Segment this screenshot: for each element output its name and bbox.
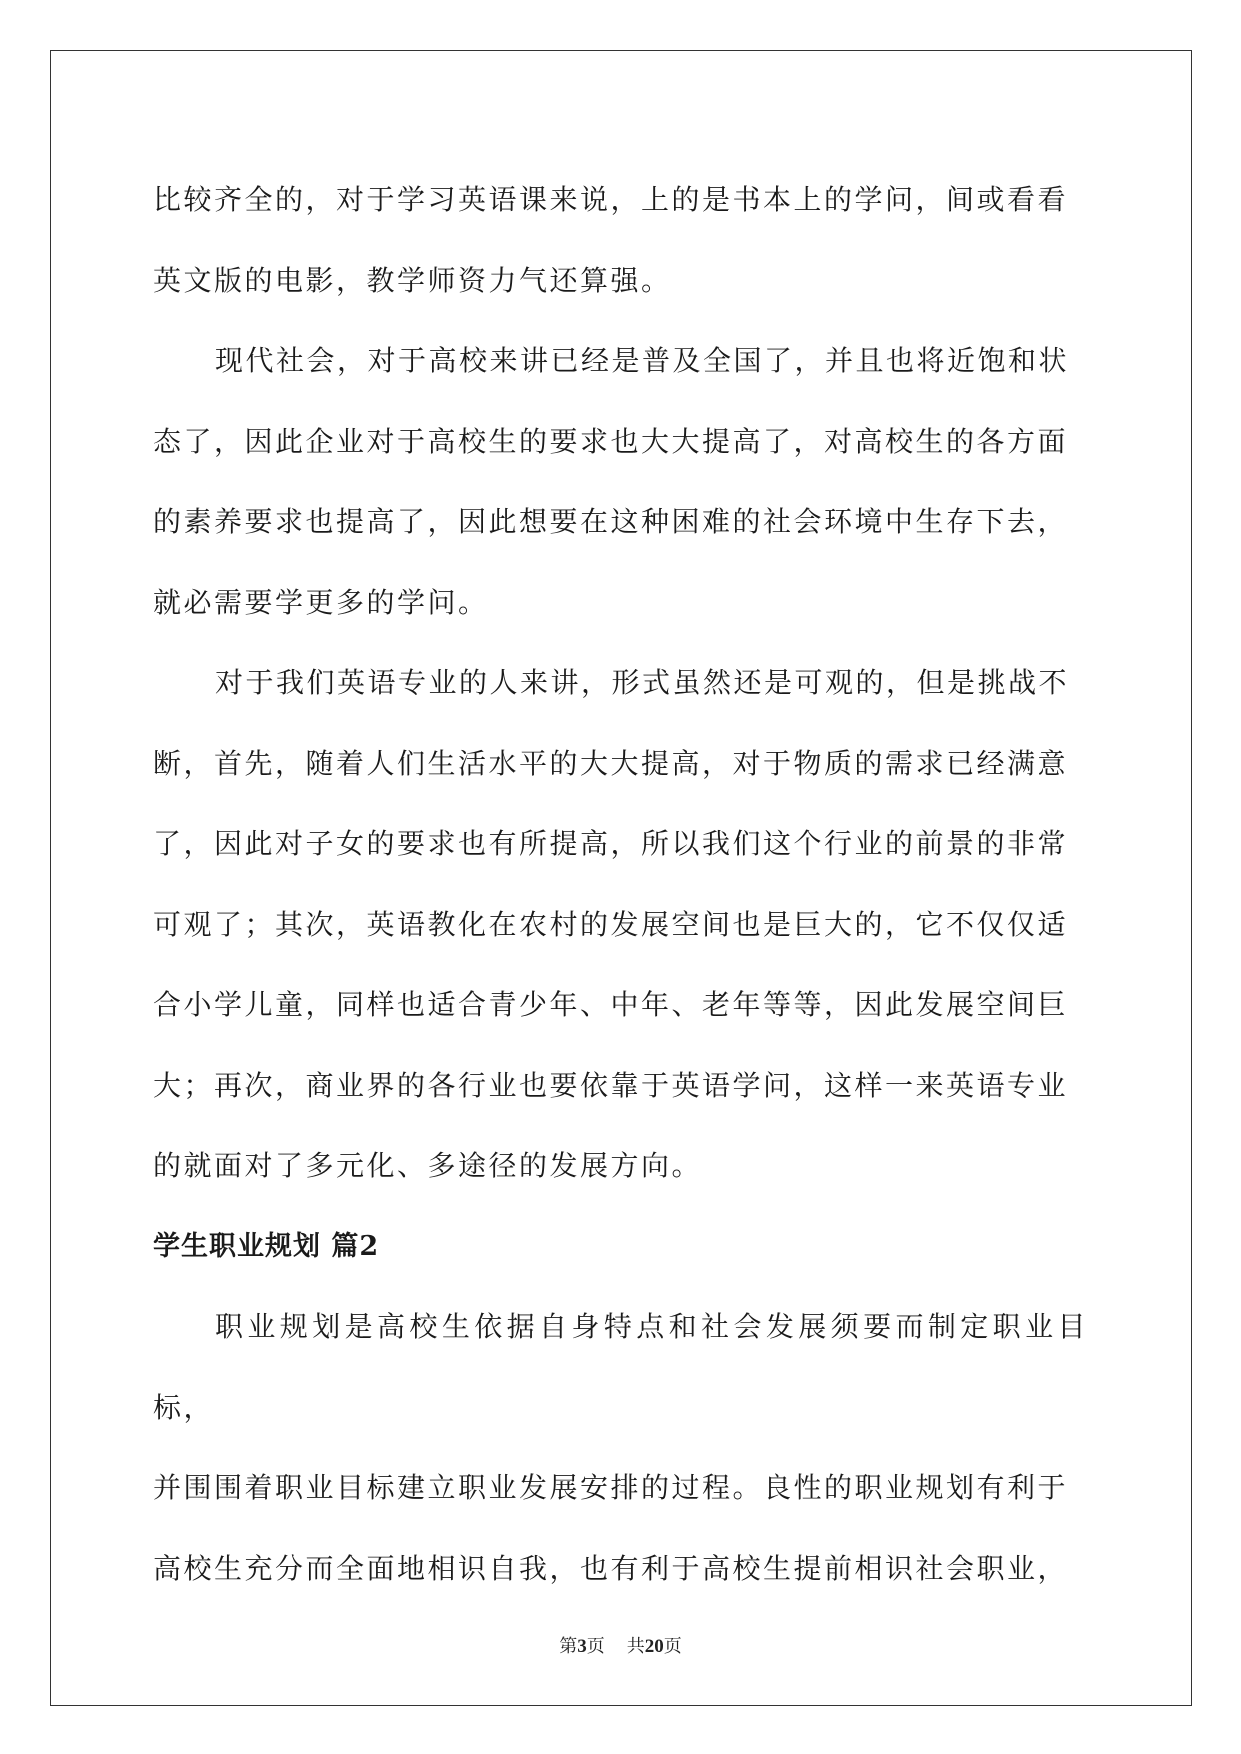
text-line: 合小学儿童，同样也适合青少年、中年、老年等等，因此发展空间巨 xyxy=(153,988,1069,1021)
text-line: 就必需要学更多的学问。 xyxy=(153,585,489,619)
total-pages: 20 xyxy=(644,1636,664,1657)
text-line: 英文版的电影，教学师资力气还算强。 xyxy=(153,263,672,297)
page-footer xyxy=(0,1636,1241,1658)
text-line: 的就面对了多元化、多途径的发展方向。 xyxy=(153,1149,703,1182)
text-line: 高校生充分而全面地相识自我，也有利于高校生提前相识社会职业， xyxy=(153,1551,1069,1585)
text-line: 可观了；其次，英语教化在农村的发展空间也是巨大的，它不仅仅适 xyxy=(153,907,1069,941)
text-line: 了，因此对子女的要求也有所提高，所以我们这个行业的前景的非常 xyxy=(153,827,1069,860)
document-body xyxy=(153,160,1088,1609)
page-prefix: 第 xyxy=(559,1636,578,1657)
section-heading: 学生职业规划 篇2 xyxy=(153,1230,380,1262)
page-suffix: 页 xyxy=(586,1636,605,1657)
text-line: 对于我们英语专业的人来讲，形式虽然还是可观的，但是挑战不 xyxy=(215,666,1070,699)
text-line: 并围围着职业目标建立职业发展安排的过程。良性的职业规划有利于 xyxy=(153,1471,1069,1504)
text-line: 的素养要求也提高了，因此想要在这种困难的社会环境中生存下去， xyxy=(153,505,1069,538)
text-line: 断，首先，随着人们生活水平的大大提高，对于物质的需求已经满意 xyxy=(153,746,1069,780)
text-line: 职业规划是高校生依据自身特点和社会发展须要而制定职业目标， xyxy=(153,1310,1088,1424)
paragraph-4 xyxy=(153,1287,1088,1609)
text-line: 态了，因此企业对于高校生的要求也大大提高了，对高校生的各方面 xyxy=(153,424,1069,458)
paragraph-3 xyxy=(153,643,1088,1207)
text-line: 现代社会，对于高校来讲已经是普及全国了，并且也将近饱和状 xyxy=(215,344,1070,377)
total-suffix: 页 xyxy=(663,1636,682,1657)
page-number: 3 xyxy=(577,1636,587,1657)
total-prefix: 共 xyxy=(626,1636,645,1657)
paragraph-1 xyxy=(153,160,1088,321)
paragraph-2 xyxy=(153,321,1088,643)
text-line: 比较齐全的，对于学习英语课来说，上的是书本上的学问，间或看看 xyxy=(153,183,1069,216)
text-line: 大；再次，商业界的各行业也要依靠于英语学问，这样一来英语专业 xyxy=(153,1068,1069,1102)
